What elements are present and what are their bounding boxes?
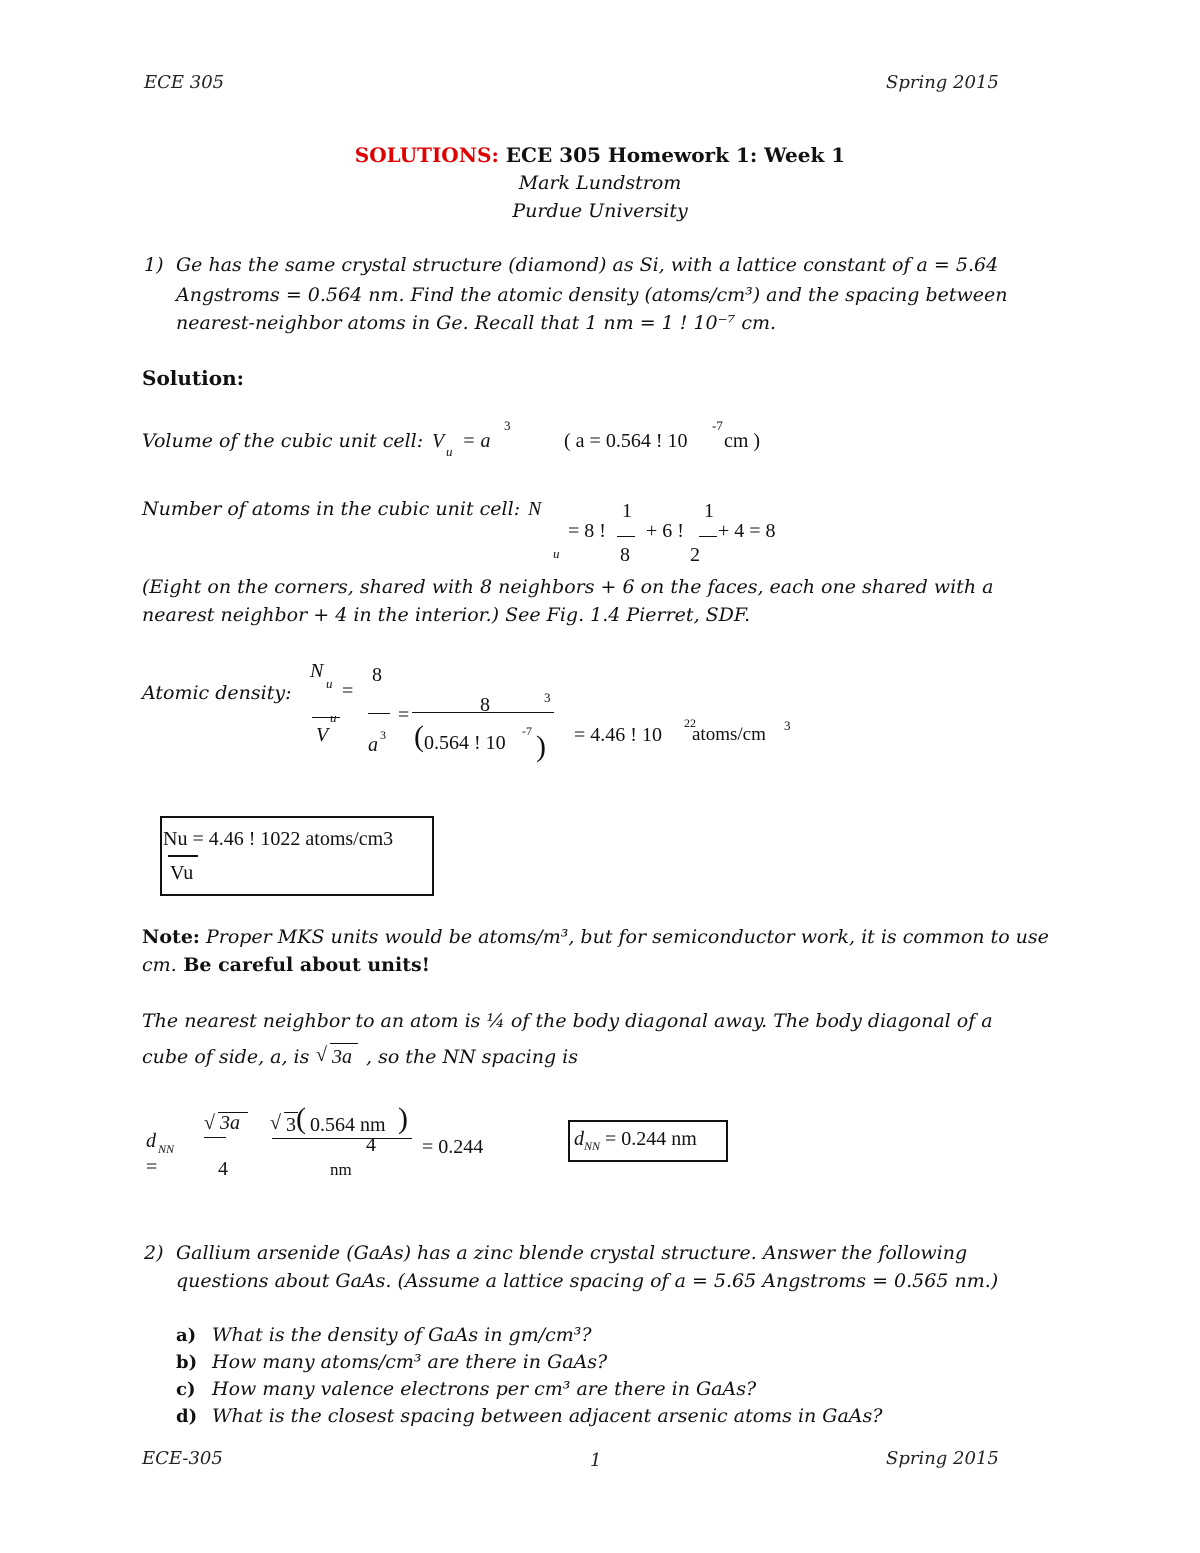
explanation-line1: (Eight on the corners, shared with 8 neighbors + 6 on the faces, each one shared with a	[142, 576, 994, 598]
nn-sqrt-bar	[330, 1043, 358, 1044]
density-base: 0.564 ! 10	[424, 732, 506, 754]
atoms-expr-c: + 4 = 8	[718, 520, 776, 542]
density-eight2: 8	[480, 694, 490, 716]
volume-sub: u	[446, 444, 453, 459]
density-lparen: (	[414, 720, 424, 753]
atoms-frac1-bar	[617, 536, 635, 537]
note-line2	[142, 954, 430, 976]
volume-paren: ( a = 0.564 ! 10	[564, 430, 688, 452]
nn-frac1-bar	[204, 1137, 226, 1138]
density-label: Atomic density:	[142, 682, 292, 704]
atoms-expr-a: = 8 !	[568, 520, 606, 542]
nn-num2b: 0.564 nm	[310, 1114, 386, 1136]
nn-den1: 4	[218, 1158, 228, 1180]
boxed-nn-d: d	[574, 1128, 584, 1150]
boxed-density-bottom: Vu	[170, 862, 194, 884]
nn-line1: The nearest neighbor to an atom is ¼ of the body diagonal away. The body diagonal of a	[142, 1010, 993, 1032]
volume-rhs: = a	[462, 430, 491, 452]
note-cm: cm.	[142, 954, 177, 976]
density-eq2: =	[398, 704, 410, 726]
nn-line2b: , so the NN spacing is	[366, 1046, 578, 1068]
nn-sqrt-arg: 3a	[332, 1046, 352, 1068]
nn-frac2-bar	[272, 1138, 412, 1139]
nn-rparen: )	[398, 1102, 408, 1135]
item-label: b)	[176, 1352, 198, 1373]
nn-sqrt-icon: √	[316, 1044, 327, 1066]
density-Nu: N	[310, 660, 324, 682]
atoms-den2: 2	[690, 544, 700, 566]
title-prefix: SOLUTIONS:	[354, 143, 499, 167]
problem2-line2: questions about GaAs. (Assume a lattice spacing of a = 5.65 Angstroms = 0.565 nm.)	[176, 1270, 999, 1292]
atoms-num2: 1	[704, 500, 714, 522]
header-course: ECE 305	[144, 72, 225, 93]
footer-page-number: 1	[590, 1450, 602, 1471]
nn-sqrt2-icon: √	[270, 1112, 281, 1134]
density-result-exp: 22	[684, 716, 696, 730]
density-eight: 8	[372, 664, 382, 686]
problem2-number: 2)	[144, 1242, 164, 1264]
item-label: c)	[176, 1379, 196, 1400]
nn-unit: nm	[330, 1160, 352, 1179]
explanation-line2: nearest neighbor + 4 in the interior.) See Fig. 1.4 Pierret, SDF.	[142, 604, 751, 626]
problem2-item-a	[176, 1324, 592, 1346]
nn-sqrt1-icon: √	[204, 1112, 215, 1134]
header-term: Spring 2015	[886, 72, 999, 93]
atoms-expr-b: + 6 !	[646, 520, 684, 542]
item-label: d)	[176, 1406, 198, 1427]
atoms-label: Number of atoms in the cubic unit cell:	[142, 498, 521, 520]
footer-course: ECE-305	[142, 1448, 223, 1469]
density-rparen: )	[536, 730, 546, 763]
density-frac2-bar	[368, 713, 390, 714]
density-result-unit: atoms/cm	[692, 724, 766, 745]
item-label: a)	[176, 1325, 197, 1346]
problem1-line3: nearest-neighbor atoms in Ge. Recall that 1 nm = 1 ! 10⁻⁷ cm.	[176, 312, 777, 334]
solution-heading: Solution:	[142, 366, 245, 390]
problem2-item-c	[176, 1378, 756, 1400]
volume-paren-end: cm )	[724, 430, 761, 452]
volume-paren-exp: -7	[712, 418, 723, 433]
footer-term: Spring 2015	[886, 1448, 999, 1469]
problem2-item-d	[176, 1405, 882, 1427]
author: Mark Lundstrom	[518, 172, 682, 194]
nn-den2: 4	[366, 1134, 376, 1156]
atoms-frac2-bar	[699, 536, 717, 537]
density-a-exp: 3	[380, 728, 386, 742]
volume-label: Volume of the cubic unit cell:	[142, 430, 424, 452]
boxed-nn-content	[574, 1128, 697, 1151]
problem2-item-b	[176, 1351, 607, 1373]
atoms-N: N	[528, 498, 542, 520]
note-line1	[142, 926, 1049, 948]
density-Nu-sub: u	[326, 676, 333, 691]
volume-exp: 3	[504, 418, 511, 433]
density-result-unit-exp: 3	[784, 718, 791, 733]
nn-line2a: cube of side, a, is	[142, 1046, 310, 1068]
item-text: What is the density of GaAs in gm/cm³?	[212, 1324, 592, 1346]
boxed-density-bar	[168, 855, 198, 857]
item-text: What is the closest spacing between adjacent arsenic atoms in GaAs?	[212, 1405, 883, 1427]
density-V-sub: u	[330, 710, 337, 725]
nn-d: d	[146, 1130, 156, 1152]
atoms-num1: 1	[622, 500, 632, 522]
problem1-line2: Angstroms = 0.564 nm. Find the atomic density (atoms/cm³) and the spacing between	[176, 284, 1008, 306]
density-eq1: =	[342, 680, 354, 702]
boxed-nn-sub: NN	[584, 1139, 601, 1153]
boxed-nn-val: = 0.244 nm	[600, 1128, 697, 1150]
problem2-line1: Gallium arsenide (GaAs) has a zinc blende crystal structure. Answer the following	[176, 1242, 968, 1264]
problem1-number: 1)	[144, 254, 164, 276]
atoms-sub: u	[553, 546, 560, 561]
density-base-exp: -7	[522, 724, 532, 738]
nn-num1: 3a	[220, 1112, 240, 1134]
nn-num2a: 3	[286, 1114, 296, 1136]
item-text: How many valence electrons per cm³ are there in GaAs?	[212, 1378, 757, 1400]
nn-result: = 0.244	[422, 1136, 484, 1158]
nn-eq: =	[146, 1156, 158, 1178]
institution: Purdue University	[512, 200, 688, 222]
title-main: ECE 305 Homework 1: Week 1	[505, 143, 846, 167]
note-text: Proper MKS units would be atoms/m³, but for semiconductor work, it is common to use	[199, 926, 1049, 948]
atoms-den1: 8	[620, 544, 630, 566]
density-result: = 4.46 ! 10	[574, 724, 662, 746]
volume-lhs: V	[432, 430, 445, 452]
nn-d-sub: NN	[158, 1142, 175, 1156]
boxed-density-top: Nu = 4.46 ! 1022 atoms/cm3	[163, 828, 394, 850]
density-V: V	[316, 724, 329, 746]
density-a: a	[368, 734, 378, 756]
page-title	[0, 143, 1200, 167]
note-prefix: Note:	[142, 926, 200, 948]
note-careful: Be careful about units!	[176, 954, 431, 976]
density-paren-exp: 3	[544, 690, 551, 705]
nn-lparen: (	[296, 1102, 306, 1135]
item-text: How many atoms/cm³ are there in GaAs?	[212, 1351, 608, 1373]
problem1-line1: Ge has the same crystal structure (diamond) as Si, with a lattice constant of a = 5.64	[176, 254, 999, 276]
